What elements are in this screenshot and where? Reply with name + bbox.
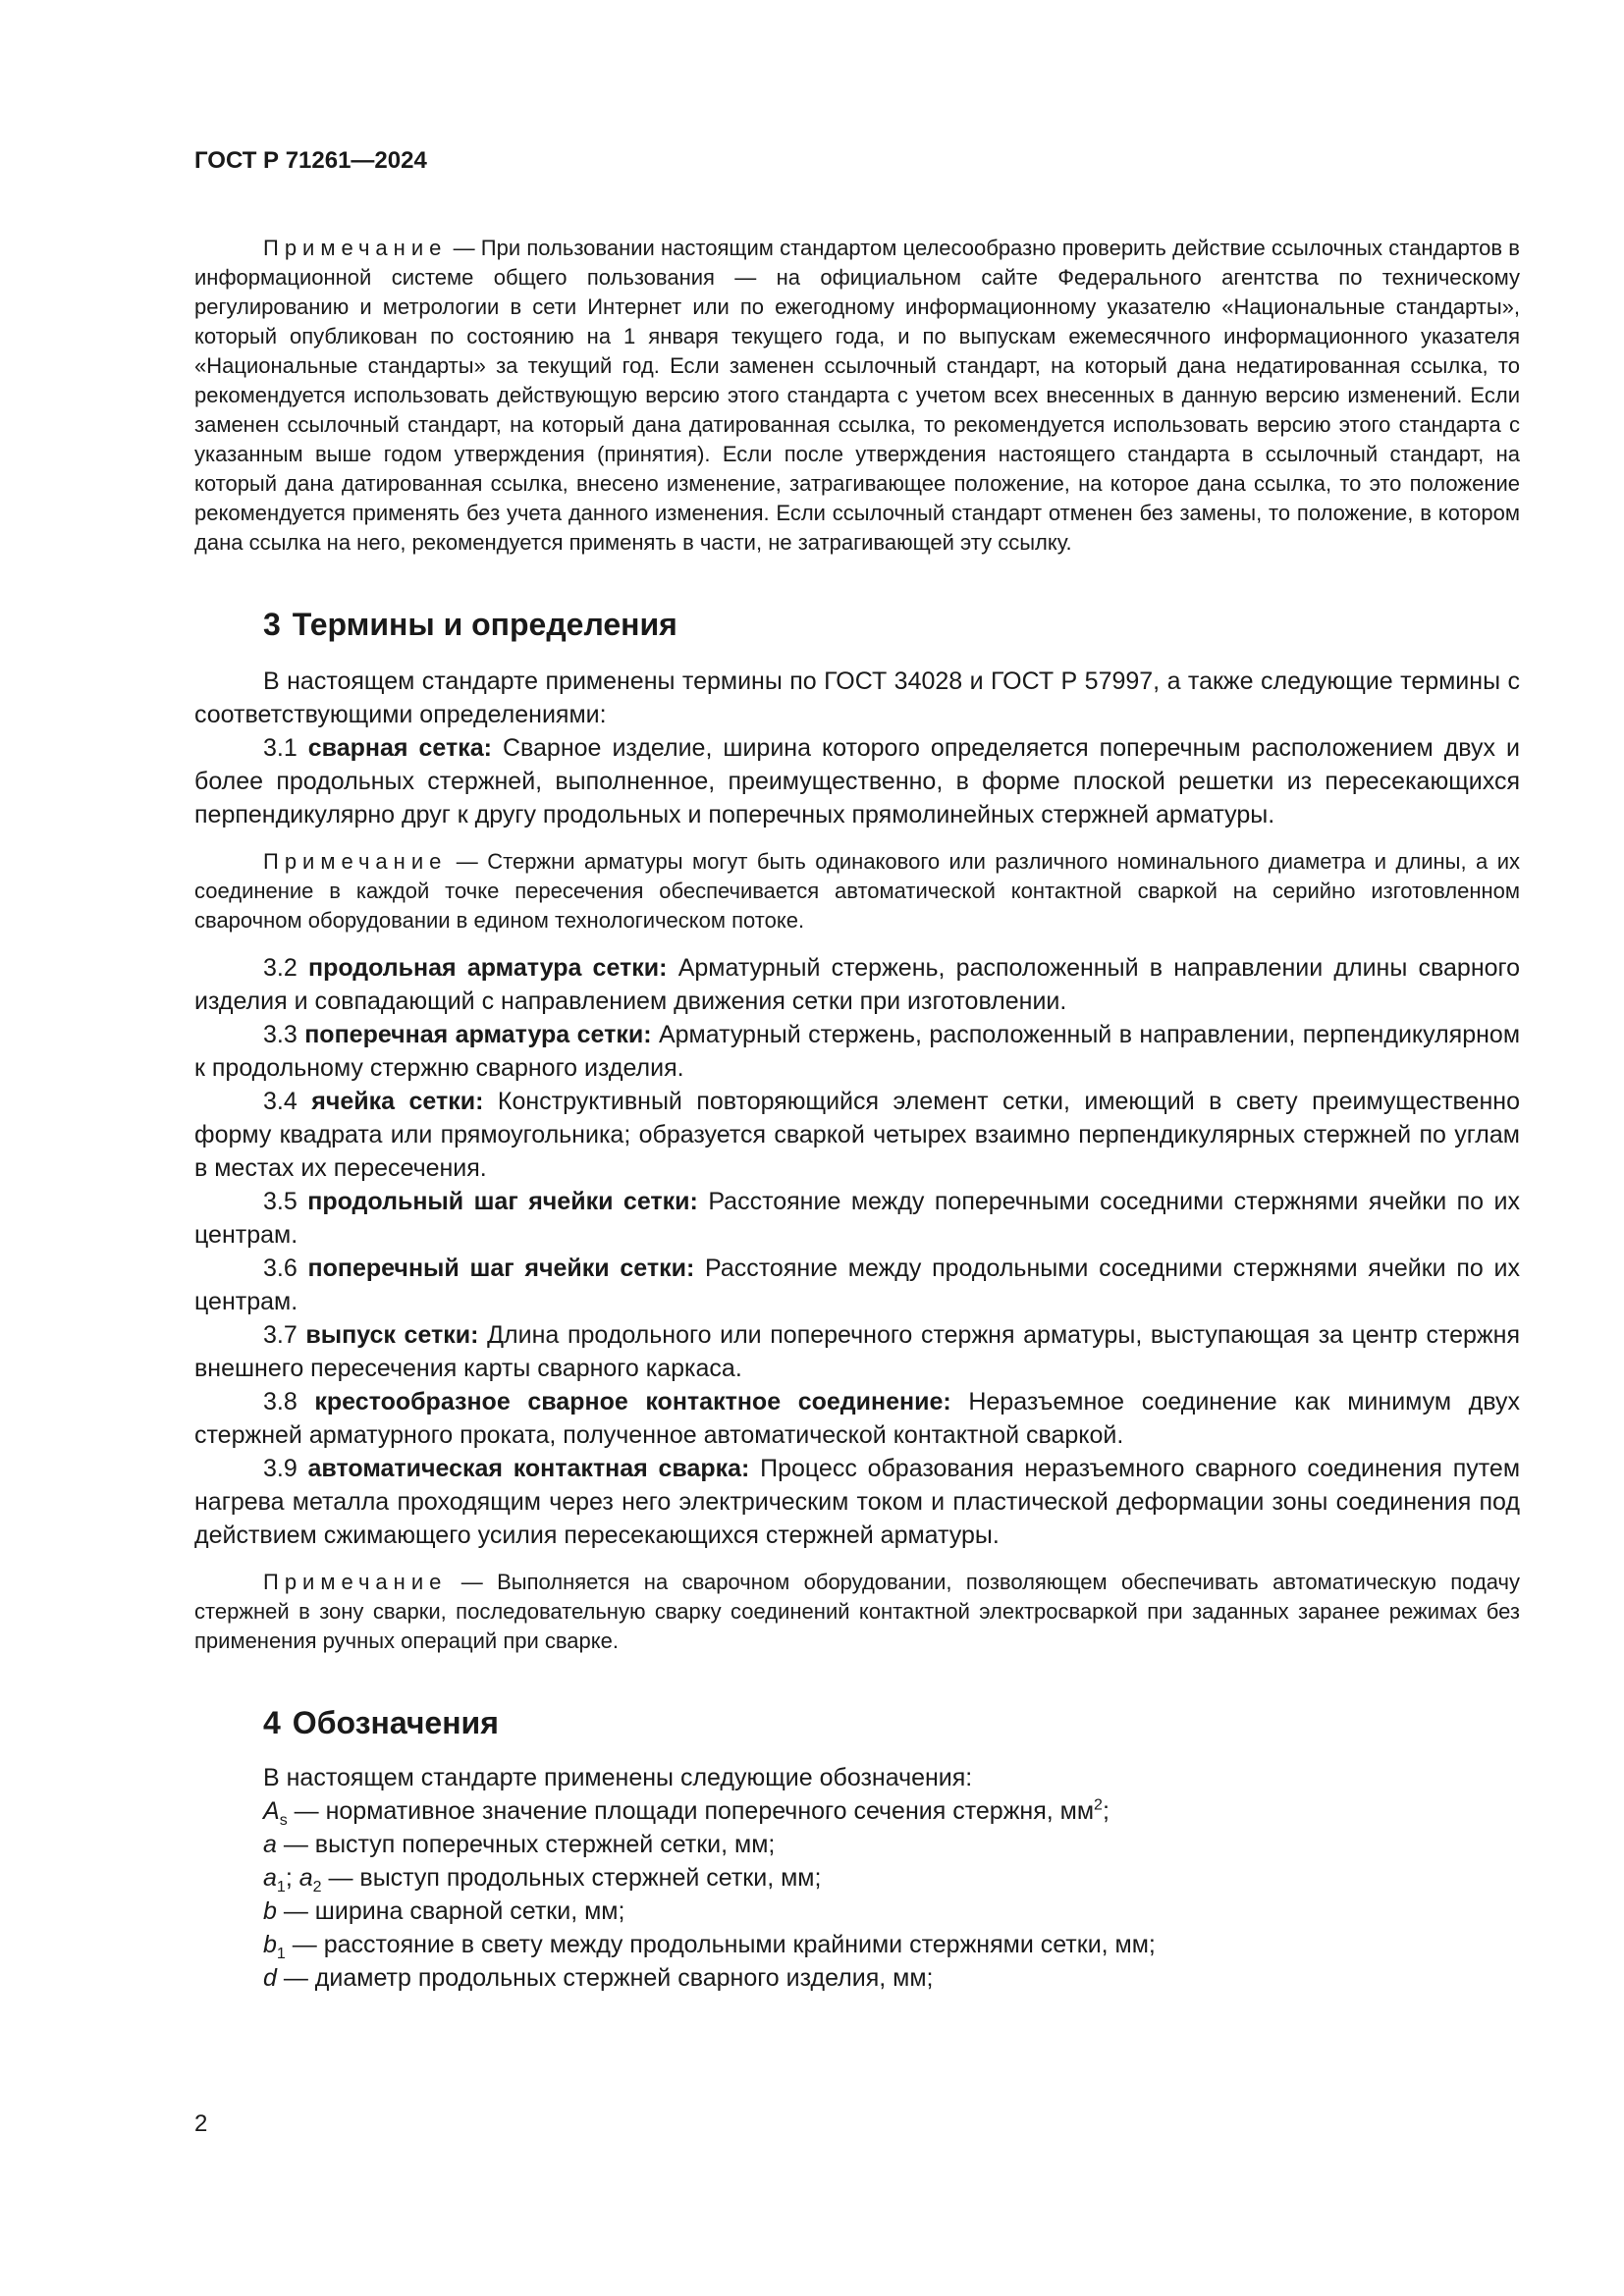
note-term-3-1: Примечание — Стержни арматуры могут быть одинакового или различного номинального диаметра и длины, а их соединение в каждой точке пересечения обеспечивается автоматической контактной сваркой на серийно изготовленном сварочном оборудовании в едином технологическом потоке. (194, 849, 1520, 933)
symbol-b1: $b_1$ — расстояние в свету между продольными крайними стержнями сетки, мм; (263, 1931, 1156, 1962)
term-3-1: 3.1 сварная сетка: Сварное изделие, ширина которого определяется поперечным расположением двух и более продольных стержней, выполненное, преимущественно, в форме плоской решетки из пересекающихся перпендикулярно друг к другу продольных и поперечных прямолинейных стержней арматуры. (194, 734, 1521, 828)
term-3-4: 3.4 ячейка сетки: Конструктивный повторяющийся элемент сетки, имеющий в свету преимущественно форму квадрата или прямоугольника; образуется сваркой четырех взаимно перпендикулярных стержней по углам в местах их пересечения. (194, 1088, 1520, 1182)
section-4-heading: 4 Обозначения (263, 1705, 499, 1740)
document-page (194, 147, 1520, 1995)
symbol-a: a — выступ поперечных стержней сетки, мм; (263, 1831, 776, 1858)
symbol-b: b — ширина сварной сетки, мм; (263, 1897, 625, 1925)
symbol-d: d — диаметр продольных стержней сварного изделия, мм; (263, 1964, 934, 1992)
note-text: — При пользовании настоящим стандартом целесообразно проверить действие ссылочных стандартов в информационной системе общего пользования — на официальном сайте Федерального агентства по техническому регулированию и метрологии в сети Интернет или по ежегодному информационному указателю «Национальные стандарты», который опубликован по состоянию на 1 января текущего года, и по выпускам ежемесячного информационного указателя «Национальные стандарты» за текущий год. Если заменен ссылочный стандарт, на который дана недатированная ссылка, то рекомендуется использовать действующую версию этого стандарта с учетом всех внесенных в данную версию изменений. Если заменен ссылочный стандарт, на который дана датированная ссылка, то рекомендуется использовать версию этого стандарта с указанным выше годом утверждения (принятия). Если после утверждения настоящего стандарта в ссылочный стандарт, на который дана датированная ссылка, внесено изменение, затрагивающее положение, на которое дана ссылка, то это положение рекомендуется применять без учета данного изменения. Если ссылочный стандарт отменен без замены, то положение, в котором дана ссылка на него, рекомендуется применять в части, не затрагивающей эту ссылку. (194, 236, 1520, 555)
term-3-2: 3.2 продольная арматура сетки: Арматурный стержень, расположенный в направлении длины сварного изделия и совпадающий с направлением движения сетки при изготовлении. (194, 954, 1520, 1015)
term-3-3: 3.3 поперечная арматура сетки: Арматурный стержень, расположенный в направлении, перпендикулярном к продольному стержню сварного изделия. (194, 1021, 1521, 1082)
term-3-6: 3.6 поперечный шаг ячейки сетки: Расстояние между продольными соседними стержнями ячейки по их центрам. (194, 1255, 1520, 1315)
note-term-3-9: Примечание — Выполняется на сварочном оборудовании, позволяющем обеспечивать автоматическую подачу стержней в зону сварки, последовательную сварку соединений контактной электросваркой при заданных заранее режимах без применения ручных операций при сварке. (194, 1570, 1520, 1653)
symbol-a1-a2: $a_1$; $a_2$ — выступ продольных стержней сетки, мм; (263, 1864, 822, 1896)
section-3-heading: 3 Термины и определения (263, 607, 677, 642)
term-3-8: 3.8 крестообразное сварное контактное соединение: Неразъемное соединение как минимум двух стержней арматурного проката, полученное автоматической контактной сваркой. (194, 1388, 1520, 1449)
page-number: 2 (194, 2110, 208, 2137)
term-3-5: 3.5 продольный шаг ячейки сетки: Расстояние между поперечными соседними стержнями ячейки по их центрам. (194, 1188, 1520, 1249)
term-3-9: 3.9 автоматическая контактная сварка: Процесс образования неразъемного сварного соединения путем нагрева металла проходящим через него электрическим током и пластической деформации зоны соединения под действием сжимающего усилия пересекающихся стержней арматуры. (194, 1455, 1521, 1549)
document-header: ГОСТ Р 71261—2024 (194, 147, 427, 174)
section-3-intro: В настоящем стандарте применены термины по ГОСТ 34028 и ГОСТ Р 57997, а также следующие термины с соответствующими определениями: (194, 667, 1520, 728)
section-4-intro: В настоящем стандарте применены следующие обозначения: (263, 1764, 973, 1791)
note-references (194, 234, 1520, 558)
symbol-As: $A_s$ — нормативное значение площади поперечного сечения стержня, $мм^2$; (263, 1796, 1110, 1829)
note-label: Примечание (263, 236, 448, 260)
term-3-7: 3.7 выпуск сетки: Длина продольного или поперечного стержня арматуры, выступающая за центр стержня внешнего пересечения карты сварного каркаса. (194, 1321, 1520, 1382)
